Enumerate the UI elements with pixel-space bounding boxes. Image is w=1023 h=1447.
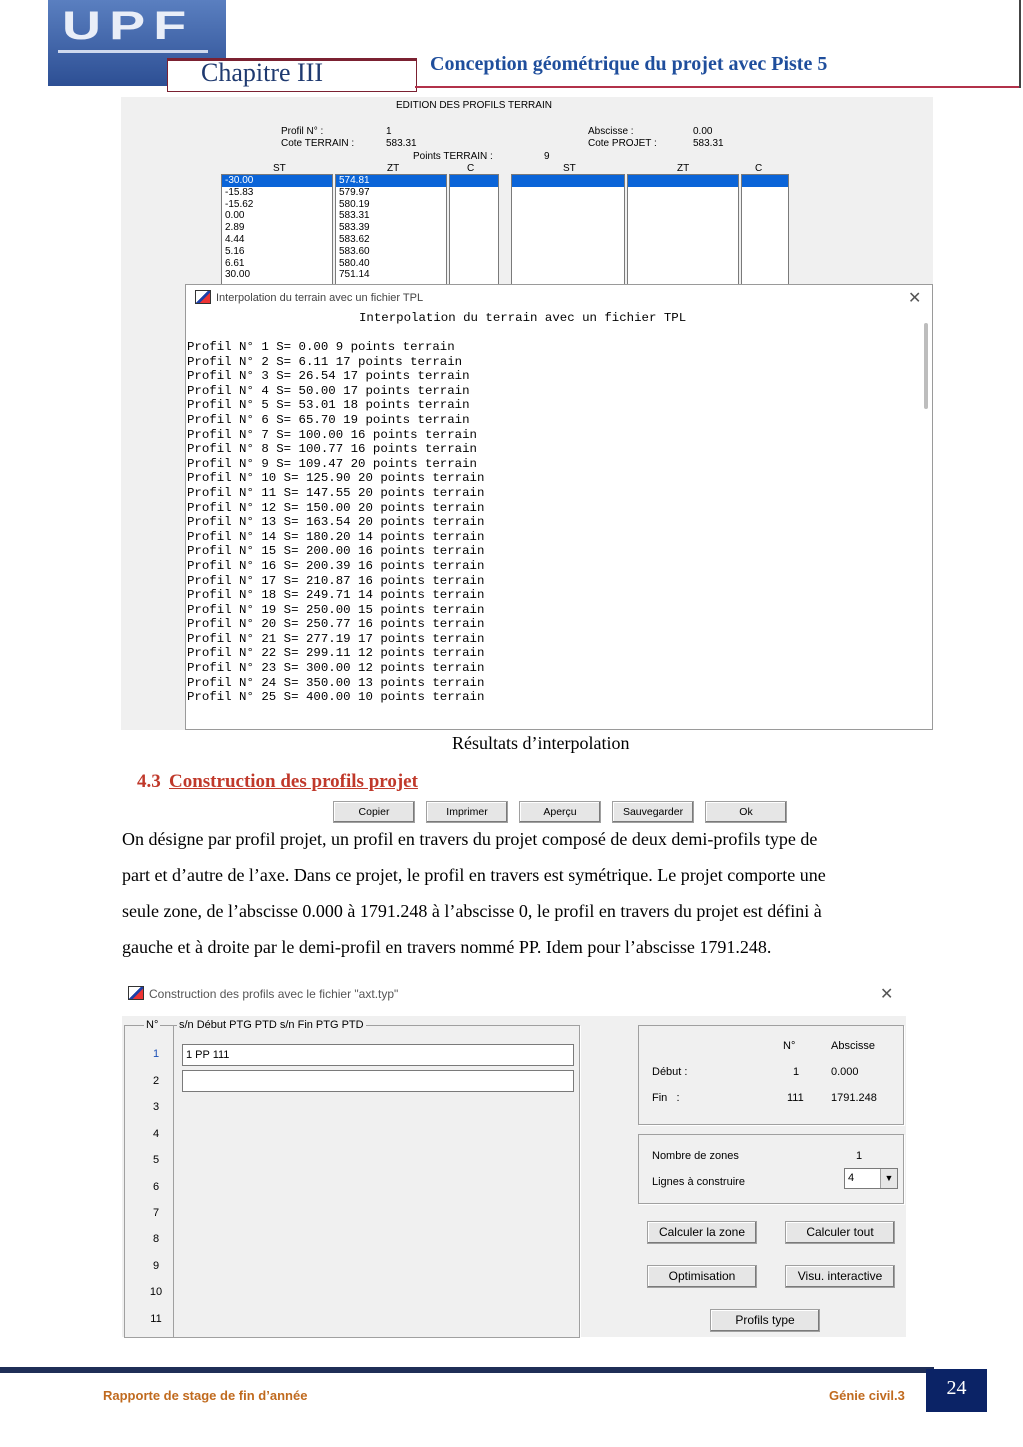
- interpolation-line: Profil N° 10 S= 125.90 20 points terrain: [187, 471, 485, 486]
- imprimer-button[interactable]: Imprimer: [426, 801, 508, 823]
- row-number: 3: [152, 1101, 160, 1113]
- interpolation-line: Profil N° 24 S= 350.00 13 points terrain: [187, 675, 485, 690]
- debut-label: Début :: [652, 1066, 688, 1078]
- profil-value: 1: [386, 126, 392, 137]
- list-item[interactable]: 2.89: [225, 222, 245, 234]
- footer-left-text: Rapporte de stage de fin d’année: [103, 1388, 308, 1403]
- chevron-down-icon[interactable]: ▼: [880, 1169, 897, 1188]
- sauvegarder-button[interactable]: Sauvegarder: [612, 801, 694, 823]
- fin-label: Fin :: [652, 1092, 680, 1104]
- col-c-left: C: [467, 163, 475, 174]
- interpolation-line: Profil N° 9 S= 109.47 20 points terrain: [187, 456, 477, 471]
- interpolation-line: Profil N° 5 S= 53.01 18 points terrain: [187, 398, 470, 413]
- app-icon: [195, 290, 211, 304]
- interpolation-line: Profil N° 8 S= 100.77 16 points terrain: [187, 442, 477, 457]
- app-icon: [128, 986, 144, 1000]
- cote-terrain-label: Cote TERRAIN :: [281, 138, 355, 149]
- list-item[interactable]: -15.83: [225, 186, 254, 198]
- lignes-select[interactable]: [844, 1168, 898, 1189]
- list-item[interactable]: 574.81: [336, 175, 446, 187]
- interpolation-output[interactable]: [186, 311, 931, 705]
- apercu-button[interactable]: Aperçu: [519, 801, 601, 823]
- interpolation-line: Profil N° 23 S= 300.00 12 points terrain: [187, 661, 485, 676]
- interpolation-line: Profil N° 7 S= 100.00 16 points terrain: [187, 427, 477, 442]
- optimisation-button[interactable]: Optimisation: [647, 1265, 757, 1288]
- st-listbox-right[interactable]: [511, 174, 625, 288]
- list-item[interactable]: 0.00: [225, 210, 245, 222]
- selection-bar: [512, 175, 624, 187]
- close-icon[interactable]: ✕: [880, 984, 894, 1003]
- list-item[interactable]: 4.44: [225, 233, 245, 245]
- interpolation-line: Profil N° 1 S= 0.00 9 points terrain: [187, 340, 455, 354]
- interpolation-line: Profil N° 22 S= 299.11 12 points terrain: [187, 646, 485, 661]
- row-number: 4: [152, 1128, 160, 1140]
- paragraph-line: part et d’autre de l’axe. Dans ce projet, le profil en travers est symétrique. Le projet comporte une: [122, 865, 826, 885]
- row-number: 1: [152, 1048, 160, 1060]
- lignes-label: Lignes à construire: [652, 1176, 745, 1188]
- interpolation-titlebar: [186, 285, 932, 311]
- points-terrain-value: 9: [544, 151, 550, 162]
- fin-abscisse: 1791.248: [831, 1092, 877, 1104]
- column-divider: [173, 1025, 174, 1337]
- profils-type-button[interactable]: Profils type: [710, 1309, 820, 1332]
- construction-body: [122, 1016, 906, 1337]
- list-item[interactable]: 583.39: [339, 222, 370, 234]
- line-2-input[interactable]: [182, 1070, 574, 1092]
- list-item[interactable]: 583.60: [339, 245, 370, 257]
- paragraph-line: seule zone, de l’abscisse 0.000 à 1791.248 à l’abscisse 0, le profil en travers du projet est défini à: [122, 901, 822, 921]
- line-1-input[interactable]: 1 PP 111: [182, 1044, 574, 1066]
- scrollbar-thumb[interactable]: [924, 323, 928, 409]
- chapter-title: Chapitre III: [201, 58, 324, 87]
- logo-underline: [58, 50, 208, 53]
- interpolation-line: Profil N° 20 S= 250.77 16 points terrain: [187, 617, 485, 632]
- c-listbox-left[interactable]: [449, 174, 499, 288]
- col-st-right: ST: [563, 163, 576, 174]
- visu-interactive-button[interactable]: Visu. interactive: [785, 1265, 895, 1288]
- c-listbox-right[interactable]: [741, 174, 789, 288]
- interpolation-title: Interpolation du terrain avec un fichier TPL: [216, 292, 424, 304]
- paragraph-line: gauche et à droite par le demi-profil en travers nommé PP. Idem pour l’abscisse 1791.248.: [122, 937, 772, 957]
- cote-projet-value: 583.31: [693, 138, 724, 149]
- construction-profils-screenshot: [122, 980, 906, 1337]
- list-item[interactable]: 583.62: [339, 233, 370, 245]
- interpolation-line: Profil N° 4 S= 50.00 17 points terrain: [187, 383, 470, 398]
- chapter-subtitle: Conception géométrique du projet avec Piste 5: [430, 53, 828, 75]
- edition-title: EDITION DES PROFILS TERRAIN: [396, 100, 552, 111]
- close-icon[interactable]: ✕: [908, 288, 922, 307]
- col-c-right: C: [755, 163, 763, 174]
- row-number: 7: [152, 1207, 160, 1219]
- col-st-left: ST: [273, 163, 286, 174]
- interpolation-line: Profil N° 13 S= 163.54 20 points terrain: [187, 515, 485, 530]
- zones-label: Nombre de zones: [652, 1150, 739, 1162]
- interpolation-line: Profil N° 25 S= 400.00 10 points terrain: [187, 690, 485, 705]
- interpolation-lines: [187, 340, 484, 705]
- interpolation-line: Profil N° 19 S= 250.00 15 points terrain: [187, 602, 485, 617]
- copier-button[interactable]: Copier: [333, 801, 415, 823]
- header-rule: [415, 86, 1021, 88]
- section-number: 4.3: [137, 771, 161, 792]
- profil-label: Profil N° :: [281, 126, 324, 137]
- abscisse-header: Abscisse: [831, 1040, 876, 1052]
- zt-listbox[interactable]: [335, 174, 447, 288]
- interpolation-line: Profil N° 18 S= 249.71 14 points terrain: [187, 588, 485, 603]
- footer-rule: [0, 1367, 934, 1373]
- col-definition-header: s/n Début PTG PTD s/n Fin PTG PTD: [179, 1019, 364, 1031]
- list-item[interactable]: 30.00: [225, 269, 251, 281]
- points-terrain-label: Points TERRAIN :: [413, 151, 493, 162]
- paragraph-line: On désigne par profil projet, un profil en travers du projet composé de deux demi-profils type de: [122, 829, 818, 849]
- list-item[interactable]: 579.97: [339, 186, 370, 198]
- list-item[interactable]: 583.31: [339, 210, 370, 222]
- selection-bar: [742, 175, 788, 187]
- row-number: 8: [152, 1233, 160, 1245]
- interpolation-line: Profil N° 12 S= 150.00 20 points terrain: [187, 500, 485, 515]
- col-n-header: N°: [146, 1019, 159, 1031]
- list-item[interactable]: -15.62: [225, 198, 254, 210]
- interpolation-line: Profil N° 17 S= 210.87 16 points terrain: [187, 573, 485, 588]
- interpolation-line: Profil N° 16 S= 200.39 16 points terrain: [187, 558, 485, 573]
- section-title: Construction des profils projet: [169, 771, 418, 792]
- fin-n: 111: [787, 1092, 804, 1104]
- lignes-select-value: 4: [848, 1172, 855, 1184]
- interpolation-line: Profil N° 11 S= 147.55 20 points terrain: [187, 485, 485, 500]
- logo-text: UPF: [62, 4, 195, 48]
- list-item[interactable]: 6.61: [225, 257, 245, 269]
- selection-bar: [628, 175, 738, 187]
- list-item[interactable]: 580.19: [339, 198, 370, 210]
- header-vertical-rule: [1019, 0, 1021, 88]
- zt-listbox-right[interactable]: [627, 174, 739, 288]
- selection-bar: [450, 175, 498, 187]
- st-listbox[interactable]: [221, 174, 333, 288]
- row-number: 10: [149, 1286, 163, 1298]
- row-number: 6: [152, 1181, 160, 1193]
- cote-terrain-value: 583.31: [386, 138, 417, 149]
- list-item[interactable]: -30.00: [222, 175, 332, 187]
- calculer-zone-button[interactable]: Calculer la zone: [647, 1221, 757, 1244]
- debut-n: 1: [793, 1066, 800, 1078]
- abscisse-label: Abscisse :: [588, 126, 634, 137]
- construction-title: Construction des profils avec le fichier "axt.typ": [149, 987, 399, 1001]
- list-item[interactable]: 751.14: [339, 269, 370, 281]
- interpolation-line: Profil N° 21 S= 277.19 17 points terrain: [187, 631, 485, 646]
- row-number: 5: [152, 1154, 160, 1166]
- col-zt-right: ZT: [677, 163, 690, 174]
- n-header: N°: [783, 1040, 796, 1052]
- page-number: 24: [946, 1377, 967, 1399]
- interpolation-line: Profil N° 3 S= 26.54 17 points terrain: [187, 369, 470, 384]
- interpolation-heading: Interpolation du terrain avec un fichier TPL: [359, 311, 687, 325]
- cote-projet-label: Cote PROJET :: [588, 138, 657, 149]
- interpolation-line: Profil N° 15 S= 200.00 16 points terrain: [187, 544, 485, 559]
- debut-abscisse: 0.000: [831, 1066, 859, 1078]
- row-number: 11: [150, 1313, 162, 1325]
- interpolation-line: Profil N° 6 S= 65.70 19 points terrain: [187, 412, 470, 427]
- calculer-tout-button[interactable]: Calculer tout: [785, 1221, 895, 1244]
- footer-right-text: Génie civil.3: [829, 1388, 905, 1403]
- col-zt-left: ZT: [387, 163, 400, 174]
- zones-value: 1: [856, 1150, 863, 1162]
- list-item[interactable]: 580.40: [339, 257, 370, 269]
- interpolation-line: Profil N° 2 S= 6.11 17 points terrain: [187, 354, 463, 369]
- row-number: 2: [152, 1075, 160, 1087]
- ok-button[interactable]: Ok: [705, 801, 787, 823]
- abscisse-value: 0.00: [693, 126, 713, 137]
- interpolation-line: Profil N° 14 S= 180.20 14 points terrain: [187, 529, 485, 544]
- figure-caption: Résultats d’interpolation: [452, 733, 630, 753]
- row-number: 9: [152, 1260, 160, 1272]
- list-item[interactable]: 5.16: [225, 245, 245, 257]
